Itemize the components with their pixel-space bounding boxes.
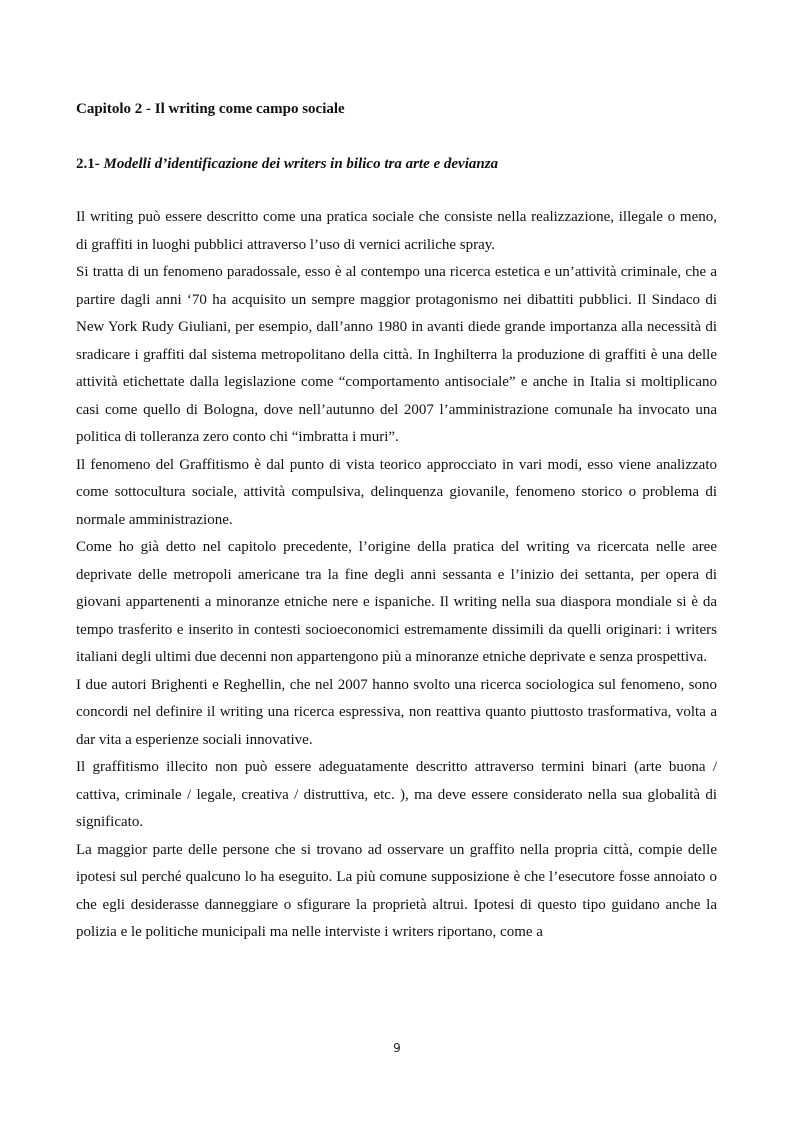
- paragraph: Il writing può essere descritto come una pratica sociale che consiste nella realizzazione, illegale o meno, di graffiti in luoghi pubblici attraverso l’uso di vernici acriliche spray.: [76, 209, 717, 253]
- section-number: 2.1-: [76, 156, 100, 172]
- paragraph: Il fenomeno del Graffitismo è dal punto di vista teorico approcciato in vari modi, esso viene analizzato come sottocultura sociale, attività compulsiva, delinquenza giovanile, fenomeno storico o problema di normale amministrazione.: [76, 456, 717, 528]
- paragraph: Come ho già detto nel capitolo precedente, l’origine della pratica del writing va ricercata nelle aree deprivate delle metropoli americane tra la fine degli anni sessanta e l’inizio dei settanta, per opera di giovani appartenenti a minoranze etniche nere e ispaniche. Il writing nella sua diaspora mondiale si è da tempo trasferito e inserito in contesti socioeconomici estremamente dissimili da quelli originari: i writers italiani degli ultimi due decenni non appartengono più a minoranze etniche deprivate e senza prospettiva.: [76, 539, 717, 665]
- paragraph: La maggior parte delle persone che si trovano ad osservare un graffito nella propria città, compie delle ipotesi sul perché qualcuno lo ha eseguito. La più comune supposizione è che l’esecutore fosse annoiato o che egli desiderasse danneggiare o sfigurare la proprietà altrui. Ipotesi di questo tipo guidano anche la polizia e le politiche municipali ma nelle interviste i writers riportano, come a: [76, 841, 717, 940]
- paragraph: I due autori Brighenti e Reghellin, che nel 2007 hanno svolto una ricerca sociologica sul fenomeno, sono concordi nel definire il writing una ricerca espressiva, non reattiva quanto piuttosto trasformativa, volta a dar vita a esperienze sociali innovative.: [76, 676, 717, 748]
- section-title: Modelli d’identificazione dei writers in bilico tra arte e devianza: [103, 156, 499, 172]
- body-text: [76, 204, 717, 947]
- document-page: [76, 96, 717, 947]
- chapter-title: Capitolo 2 - Il writing come campo sociale: [76, 101, 345, 117]
- page-number: 9: [393, 1041, 401, 1055]
- paragraph: Il graffitismo illecito non può essere adeguatamente descritto attraverso termini binari (arte buona / cattiva, criminale / legale, creativa / distruttiva, etc. ), ma deve essere considerato nella sua globalità di significato.: [76, 759, 717, 830]
- section-heading: [76, 151, 717, 177]
- paragraph: Si tratta di un fenomeno paradossale, esso è al contempo una ricerca estetica e un’attività criminale, che a partire dagli anni ‘70 ha acquisito un sempre maggior protagonismo nei dibattiti pubblici. Il Sindaco di New York Rudy Giuliani, per esempio, dall’anno 1980 in avanti diede grande importanza alla necessità di sradicare i graffiti dal sistema metropolitano della città. In Inghilterra la produzione di graffiti è una delle attività etichettate dalla legislazione come “comportamento antisociale” e anche in Italia si moltiplicano casi come quello di Bologna, dove nell’autunno del 2007 l’amministrazione comunale ha invocato una politica di tolleranza zero conto chi “imbratta i muri”.: [76, 264, 717, 445]
